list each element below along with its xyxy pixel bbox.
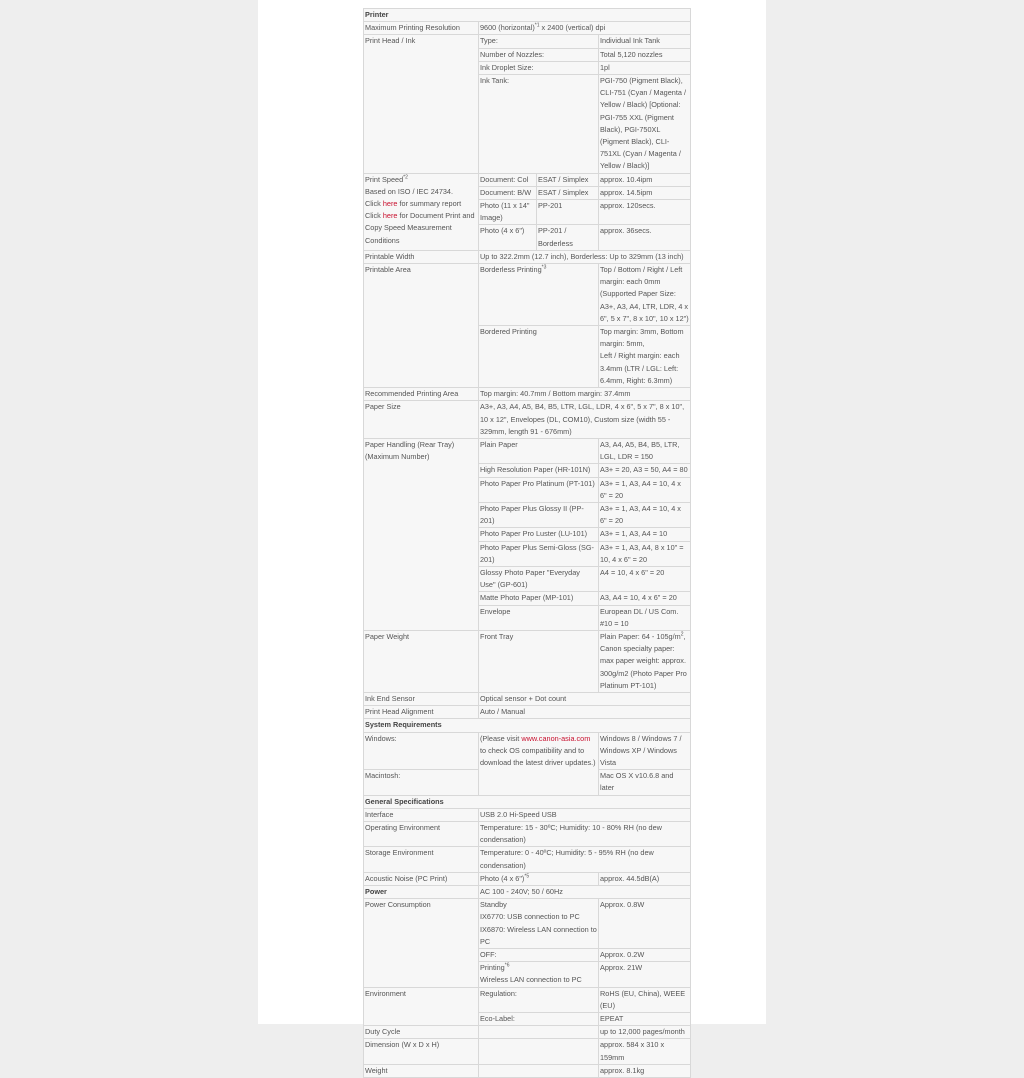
row-windows <box>364 732 691 770</box>
row-value: approx. 10.4ipm <box>599 173 691 186</box>
row-value: USB 2.0 Hi-Speed USB <box>479 808 691 821</box>
row-operating-environment <box>364 822 691 847</box>
section-title: System Requirements <box>364 719 691 732</box>
row-weight <box>364 1064 691 1077</box>
row-recommended-area <box>364 388 691 401</box>
sub-label-text: IX6870: Wireless LAN connection to PC <box>480 924 597 946</box>
row-ink-end-sensor <box>364 692 691 705</box>
label-text: Based on ISO / IEC 24734. <box>365 186 454 196</box>
row-label: Recommended Printing Area <box>364 388 479 401</box>
sub-label: ESAT / Simplex <box>537 186 599 199</box>
row-value: A3, A4 = 10, 4 x 6" = 20 <box>599 592 691 605</box>
note-text: (Please visit <box>480 733 522 743</box>
sub-label: Photo Paper Plus Glossy II (PP-201) <box>479 502 599 527</box>
row-label: Macintosh: <box>364 770 479 795</box>
row-value: A4 = 10, 4 x 6" = 20 <box>599 566 691 591</box>
value-text: Plain Paper: 64 - 105g/m <box>600 631 681 641</box>
row-label: Ink End Sensor <box>364 692 479 705</box>
row-value: approx. 120secs. <box>599 200 691 225</box>
row-value: approx. 584 x 310 x 159mm <box>599 1039 691 1064</box>
sub-label <box>479 264 599 326</box>
row-label: Duty Cycle <box>364 1026 479 1039</box>
row-value: RoHS (EU, China), WEEE (EU) <box>599 987 691 1012</box>
superscript: 2 <box>680 631 684 638</box>
row-value: approx. 44.5dB(A) <box>599 872 691 885</box>
footnote-marker: *5 <box>524 873 530 880</box>
row-label: Power Consumption <box>364 899 479 987</box>
row-value <box>599 630 691 692</box>
sub-label: Number of Nozzles: <box>479 48 599 61</box>
label-text: Click <box>365 211 383 221</box>
footnote-marker: *2 <box>403 174 408 181</box>
row-value: Approx. 0.2W <box>599 949 691 962</box>
row-value: A3, A4, A5, B4, B5, LTR, LGL, LDR = 150 <box>599 438 691 463</box>
row-value: PGI-750 (Pigment Black), CLI-751 (Cyan / Magenta / Yellow / Black) [Optional: PGI-755 XXL (Pigment Black), PGI-750XL (Pigment Black), CLI-751XL (Cyan / Magenta / Yellow / Black)] <box>599 75 691 174</box>
row-value: Approx. 21W <box>599 962 691 987</box>
row-value: Total 5,120 nozzles <box>599 48 691 61</box>
row-printable-area-borderless <box>364 264 691 326</box>
row-label: Printable Width <box>364 250 479 263</box>
sub-label: Photo Paper Pro Platinum (PT-101) <box>479 477 599 502</box>
row-dimension <box>364 1039 691 1064</box>
sub-label <box>479 962 599 987</box>
row-value: EPEAT <box>599 1013 691 1026</box>
row-acoustic-noise <box>364 872 691 885</box>
section-system <box>364 719 691 732</box>
row-label: Windows: <box>364 732 479 770</box>
row-value: A3+ = 20, A3 = 50, A4 = 80 <box>599 464 691 477</box>
footnote-marker: *3 <box>541 264 547 271</box>
row-label: Paper Handling (Rear Tray) (Maximum Number) <box>364 438 479 630</box>
row-interface <box>364 808 691 821</box>
row-label: Dimension (W x D x H) <box>364 1039 479 1064</box>
row-value: A3+ = 1, A3, A4 = 10, 4 x 6" = 20 <box>599 477 691 502</box>
row-label: Environment <box>364 987 479 1026</box>
section-printer <box>364 9 691 22</box>
row-value: Top margin: 40.7mm / Bottom margin: 37.4mm <box>479 388 691 401</box>
sub-label: Eco-Label: <box>479 1013 599 1026</box>
sub-label: PP-201 <box>537 200 599 225</box>
footnote-marker: *6 <box>504 962 510 969</box>
row-label: Paper Weight <box>364 630 479 692</box>
sub-label: Glossy Photo Paper "Everyday Use" (GP-601) <box>479 566 599 591</box>
sub-label: Document: Col <box>479 173 537 186</box>
sub-label: Bordered Printing <box>479 326 599 388</box>
row-value: Auto / Manual <box>479 706 691 719</box>
sub-label: Photo (4 x 6") <box>479 225 537 250</box>
row-value: Temperature: 15 - 30ºC; Humidity: 10 - 80% RH (no dew condensation) <box>479 822 691 847</box>
row-value: A3+ = 1, A3, A4 = 10 <box>599 528 691 541</box>
row-label: Print Head Alignment <box>364 706 479 719</box>
row-value: approx. 36secs. <box>599 225 691 250</box>
row-value: Up to 322.2mm (12.7 inch), Borderless: Up to 329mm (13 inch) <box>479 250 691 263</box>
row-label: Maximum Printing Resolution <box>364 22 479 35</box>
sub-label: Ink Droplet Size: <box>479 61 599 74</box>
row-value: European DL / US Com. #10 = 10 <box>599 605 691 630</box>
sub-label <box>479 872 599 885</box>
sub-label-text: Borderless Printing <box>480 265 542 275</box>
label-text: for Document Print and Copy Speed Measurement Conditions <box>365 211 475 245</box>
row-value <box>479 22 691 35</box>
row-value: up to 12,000 pages/month <box>599 1026 691 1039</box>
sub-label: OFF: <box>479 949 599 962</box>
value-text: , Canon specialty paper: max paper weight: approx. 300g/m2 (Photo Paper Pro Platinum PT-101) <box>600 631 687 690</box>
row-value <box>599 326 691 388</box>
row-power <box>364 886 691 899</box>
row-print-head-alignment <box>364 706 691 719</box>
sub-label: Front Tray <box>479 630 599 692</box>
row-value: Optical sensor + Dot count <box>479 692 691 705</box>
sub-label-text: Photo (4 x 6") <box>480 873 525 883</box>
row-label: Storage Environment <box>364 847 479 872</box>
row-paper-handling <box>364 438 691 463</box>
row-value: AC 100 - 240V; 50 / 60Hz <box>479 886 691 899</box>
row-paper-weight <box>364 630 691 692</box>
label-text: for summary report <box>397 199 462 209</box>
sub-label: Photo Paper Pro Luster (LU-101) <box>479 528 599 541</box>
sub-label: Envelope <box>479 605 599 630</box>
value-text: Left / Right margin: each 3.4mm (LTR / LGL: Left: 6.4mm, Right: 6.3mm) <box>600 351 680 385</box>
row-label: Weight <box>364 1064 479 1077</box>
row-value: Approx. 0.8W <box>599 899 691 949</box>
sub-label: Document: B/W <box>479 186 537 199</box>
value-text: Top margin: 3mm, Bottom margin: 5mm, <box>600 327 684 349</box>
sub-label: Type: <box>479 35 599 48</box>
label-text: Print Speed <box>365 174 404 184</box>
row-paper-size <box>364 401 691 439</box>
sub-label: Matte Photo Paper (MP-101) <box>479 592 599 605</box>
row-value: Mac OS X v10.6.8 and later <box>599 770 691 795</box>
row-storage-environment <box>364 847 691 872</box>
sub-label-text: IX6770: USB connection to PC <box>480 912 580 922</box>
sub-label: ESAT / Simplex <box>537 173 599 186</box>
section-title: Power <box>364 886 479 899</box>
footnote-marker: *1 <box>534 22 540 29</box>
row-value: approx. 14.5ipm <box>599 186 691 199</box>
row-value: approx. 8.1kg <box>599 1064 691 1077</box>
sub-label-text: Standby <box>480 900 507 910</box>
row-value: A3+ = 1, A3, A4 = 10, 4 x 6" = 20 <box>599 502 691 527</box>
row-printable-width <box>364 250 691 263</box>
row-value: Individual Ink Tank <box>599 35 691 48</box>
canon-asia-link[interactable]: www.canon-asia.com <box>521 733 591 743</box>
sub-label: Plain Paper <box>479 438 599 463</box>
row-value: A3+ = 1, A3, A4, 8 x 10" = 10, 4 x 6" = 20 <box>599 541 691 566</box>
row-value: A3+, A3, A4, A5, B4, B5, LTR, LGL, LDR, 4 x 6", 5 x 7", 8 x 10", 10 x 12", Envelopes (DL, COM10), Custom size (width 55 - 329mm, length 91 - 676mm) <box>479 401 691 439</box>
empty-cell <box>479 1064 599 1077</box>
row-value: 1pl <box>599 61 691 74</box>
label-text: Click <box>365 199 383 209</box>
note-text: to check OS compatibility and to download the latest driver updates.) <box>480 745 596 767</box>
empty-cell <box>479 1039 599 1064</box>
value-text: 9600 (horizontal) <box>480 23 535 33</box>
row-value: Windows 8 / Windows 7 / Windows XP / Windows Vista <box>599 732 691 770</box>
sub-label-text: Wireless LAN connection to PC <box>480 975 582 985</box>
row-environment-regulation <box>364 987 691 1012</box>
section-title: Printer <box>364 9 691 22</box>
row-label: Operating Environment <box>364 822 479 847</box>
sub-label: Photo (11 x 14" Image) <box>479 200 537 225</box>
row-value: Top / Bottom / Right / Left margin: each 0mm (Supported Paper Size: A3+, A3, A4, LTR, LDR, 4 x 6", 5 x 7", 8 x 10", 10 x 12") <box>599 264 691 326</box>
spec-table <box>363 8 691 1078</box>
section-general <box>364 795 691 808</box>
row-label: Print Head / Ink <box>364 35 479 173</box>
sub-label <box>479 899 599 949</box>
row-label: Interface <box>364 808 479 821</box>
row-label: Acoustic Noise (PC Print) <box>364 872 479 885</box>
row-value: Temperature: 0 - 40ºC; Humidity: 5 - 95% RH (no dew condensation) <box>479 847 691 872</box>
sub-label: PP-201 / Borderless <box>537 225 599 250</box>
row-label: Printable Area <box>364 264 479 388</box>
section-title: General Specifications <box>364 795 691 808</box>
row-print-head-type <box>364 35 691 48</box>
empty-cell <box>479 1026 599 1039</box>
sub-label: Ink Tank: <box>479 75 599 174</box>
row-label: Paper Size <box>364 401 479 439</box>
row-max-resolution <box>364 22 691 35</box>
sub-label-text: Printing <box>480 963 505 973</box>
row-duty-cycle <box>364 1026 691 1039</box>
summary-report-link[interactable]: here <box>382 199 398 209</box>
os-note <box>479 732 599 795</box>
row-label <box>364 173 479 250</box>
value-text: x 2400 (vertical) dpi <box>539 23 606 33</box>
sub-label: Regulation: <box>479 987 599 1012</box>
sub-label: High Resolution Paper (HR-101N) <box>479 464 599 477</box>
sub-label: Photo Paper Plus Semi-Gloss (SG-201) <box>479 541 599 566</box>
row-power-standby <box>364 899 691 949</box>
row-print-speed-col <box>364 173 691 186</box>
speed-conditions-link[interactable]: here <box>382 211 398 221</box>
